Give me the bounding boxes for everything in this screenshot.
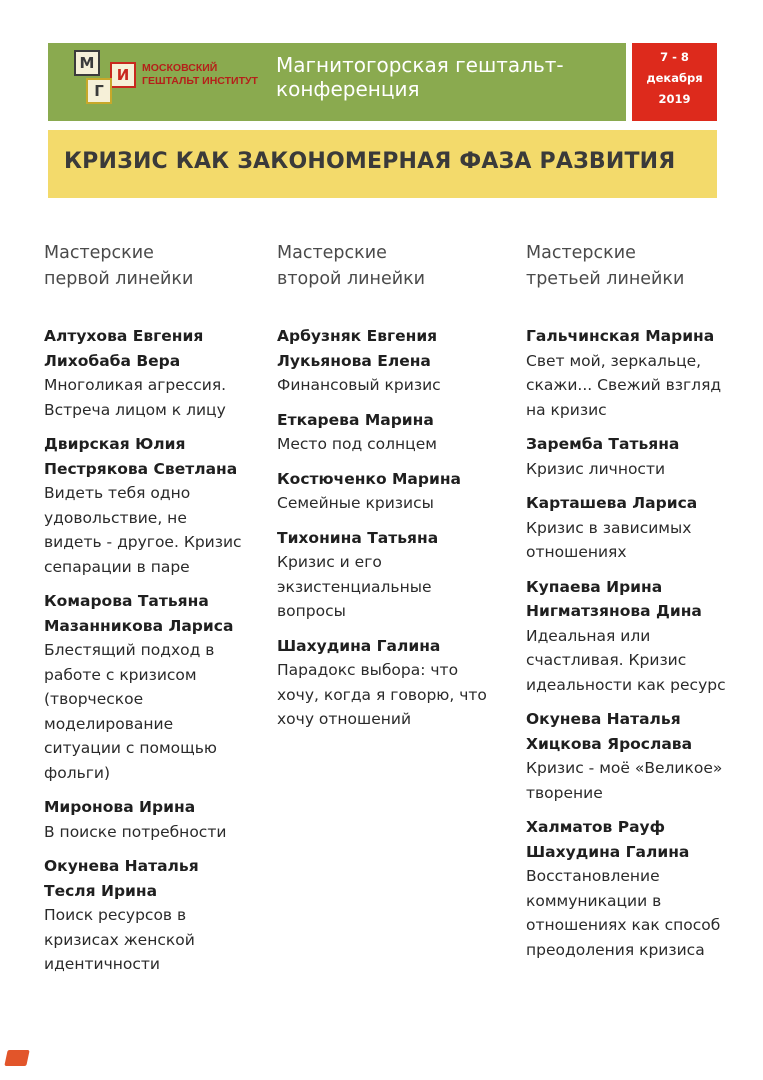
workshop-topic: экзистенциальные	[277, 577, 432, 596]
workshop-leader: Тесля Ирина	[44, 881, 158, 900]
theme-title: КРИЗИС КАК ЗАКОНОМЕРНАЯ ФАЗА РАЗВИТИЯ	[64, 149, 676, 174]
institute-logo	[74, 50, 264, 114]
workshop-topic: творение	[526, 783, 603, 802]
workshop-topic: Кризис в зависимых	[526, 518, 692, 537]
workshop-leader: Заремба Татьяна	[526, 435, 680, 453]
workshop-leader: Шахудина Галина	[277, 636, 441, 655]
workshop-topic: Кризис личности	[526, 459, 666, 478]
workshop-topic: хочу, когда я говорю, что	[277, 685, 487, 704]
date-year: 2019	[658, 92, 691, 106]
workshop-entry	[526, 491, 746, 565]
workshop-entry	[526, 815, 746, 962]
workshop-topic: ситуации с помощью	[44, 739, 217, 757]
workshop-topic: моделирование	[44, 714, 174, 733]
logo-letter-i: И	[110, 62, 136, 88]
workshop-leader: Хицкова Ярослава	[526, 734, 693, 753]
workshop-entry	[277, 526, 507, 624]
workshop-topic: работе с кризисом	[44, 665, 197, 684]
workshop-leader: Халматов Рауф	[526, 818, 666, 836]
workshop-topic: кризисах женской	[44, 930, 195, 949]
workshop-topic: фольги)	[44, 763, 111, 782]
workshop-entry	[44, 854, 264, 977]
workshop-topic: коммуникации в	[526, 891, 662, 910]
workshop-entry	[44, 432, 264, 579]
workshop-topic: преодоления кризиса	[526, 940, 705, 959]
header-bar	[48, 43, 626, 121]
date-month: декабря	[646, 71, 703, 85]
workshop-entry	[277, 408, 507, 457]
workshop-leader: Гальчинская Марина	[526, 327, 715, 345]
workshop-entry	[44, 589, 264, 785]
workshop-topic: Поиск ресурсов в	[44, 906, 187, 924]
workshop-topic: удовольствие, не	[44, 508, 187, 527]
workshop-topic: Встреча лицом к лицу	[44, 400, 226, 419]
workshop-topic: Идеальная или	[526, 626, 651, 645]
workshop-topic: Место под солнцем	[277, 435, 437, 453]
workshop-topic: видеть - другое. Кризис	[44, 533, 242, 551]
workshop-list	[526, 324, 746, 962]
logo-letter-g: Г	[86, 78, 112, 104]
workshop-topic: идентичности	[44, 955, 160, 973]
corner-mark	[4, 1050, 29, 1066]
workshop-entry	[526, 324, 746, 422]
workshop-leader: Нигматзянова Дина	[526, 602, 702, 620]
workshop-topic: Парадокс выбора: что	[277, 661, 459, 679]
workshop-topic: на кризис	[526, 400, 607, 419]
workshop-topic: сепарации в паре	[44, 557, 190, 576]
workshop-topic: отношениях	[526, 543, 627, 561]
workshop-topic: хочу отношений	[277, 710, 412, 728]
workshop-topic: отношениях как способ	[526, 916, 721, 934]
workshop-leader: Шахудина Галина	[526, 842, 690, 861]
workshop-topic: Финансовый кризис	[277, 376, 441, 394]
workshop-leader: Лукьянова Елена	[277, 351, 431, 370]
workshop-topic: идеальности как ресурс	[526, 675, 726, 694]
workshop-entry	[44, 324, 264, 422]
column-heading: Мастерские третьей линейки	[526, 243, 685, 289]
workshop-leader: Алтухова Евгения	[44, 327, 204, 345]
workshop-topic: Свет мой, зеркальце,	[526, 351, 702, 370]
workshop-leader: Миронова Ирина	[44, 798, 196, 816]
workshop-leader: Лихобаба Вера	[44, 351, 181, 370]
column-heading: Мастерские первой линейки	[44, 243, 194, 289]
institute-name: МОСКОВСКИЙ ГЕШТАЛЬТ ИНСТИТУТ	[142, 62, 258, 87]
workshop-entry	[526, 432, 746, 481]
workshop-topic: Восстановление	[526, 867, 660, 885]
workshop-entry	[277, 634, 507, 732]
workshop-topic: Блестящий подход в	[44, 641, 215, 659]
workshop-leader: Карташева Лариса	[526, 494, 698, 512]
workshop-leader: Окунева Наталья	[526, 710, 681, 728]
workshop-leader: Арбузняк Евгения	[277, 327, 438, 345]
date-days: 7 - 8	[660, 50, 689, 64]
workshop-entry	[277, 467, 507, 516]
workshop-column-3	[526, 240, 746, 972]
workshop-leader: Костюченко Марина	[277, 469, 461, 488]
workshop-list	[44, 324, 264, 977]
workshop-leader: Еткарева Марина	[277, 410, 434, 429]
workshop-entry	[526, 707, 746, 805]
date-badge	[632, 43, 717, 121]
conference-title: Магнитогорская гештальт- конференция	[276, 53, 564, 101]
theme-banner	[48, 130, 717, 198]
workshop-leader: Купаева Ирина	[526, 577, 663, 596]
workshop-leader: Окунева Наталья	[44, 857, 199, 875]
workshop-topic: Семейные кризисы	[277, 494, 434, 512]
workshop-column-1	[44, 240, 264, 987]
column-heading: Мастерские второй линейки	[277, 243, 426, 289]
workshop-topic: счастливая. Кризис	[526, 651, 687, 669]
workshop-entry	[526, 575, 746, 698]
workshop-leader: Тихонина Татьяна	[277, 528, 439, 547]
workshop-topic: вопросы	[277, 602, 346, 620]
workshop-topic: Кризис - моё «Великое»	[526, 759, 723, 777]
workshop-column-2	[277, 240, 507, 742]
workshop-topic: (творческое	[44, 690, 144, 708]
workshop-entry	[277, 324, 507, 398]
workshop-topic: В поиске потребности	[44, 822, 227, 841]
workshop-entry	[44, 795, 264, 844]
workshop-leader: Пестрякова Светлана	[44, 459, 238, 478]
workshop-topic: скажи... Свежий взгляд	[526, 376, 722, 394]
workshop-leader: Двирская Юлия	[44, 435, 186, 453]
workshop-list	[277, 324, 507, 732]
workshop-topic: Кризис и его	[277, 553, 382, 571]
workshop-topic: Многоликая агрессия.	[44, 376, 227, 394]
logo-letter-m: М	[74, 50, 100, 76]
workshop-topic: Видеть тебя одно	[44, 484, 191, 502]
workshop-leader: Комарова Татьяна	[44, 592, 209, 610]
workshop-leader: Мазанникова Лариса	[44, 616, 234, 635]
